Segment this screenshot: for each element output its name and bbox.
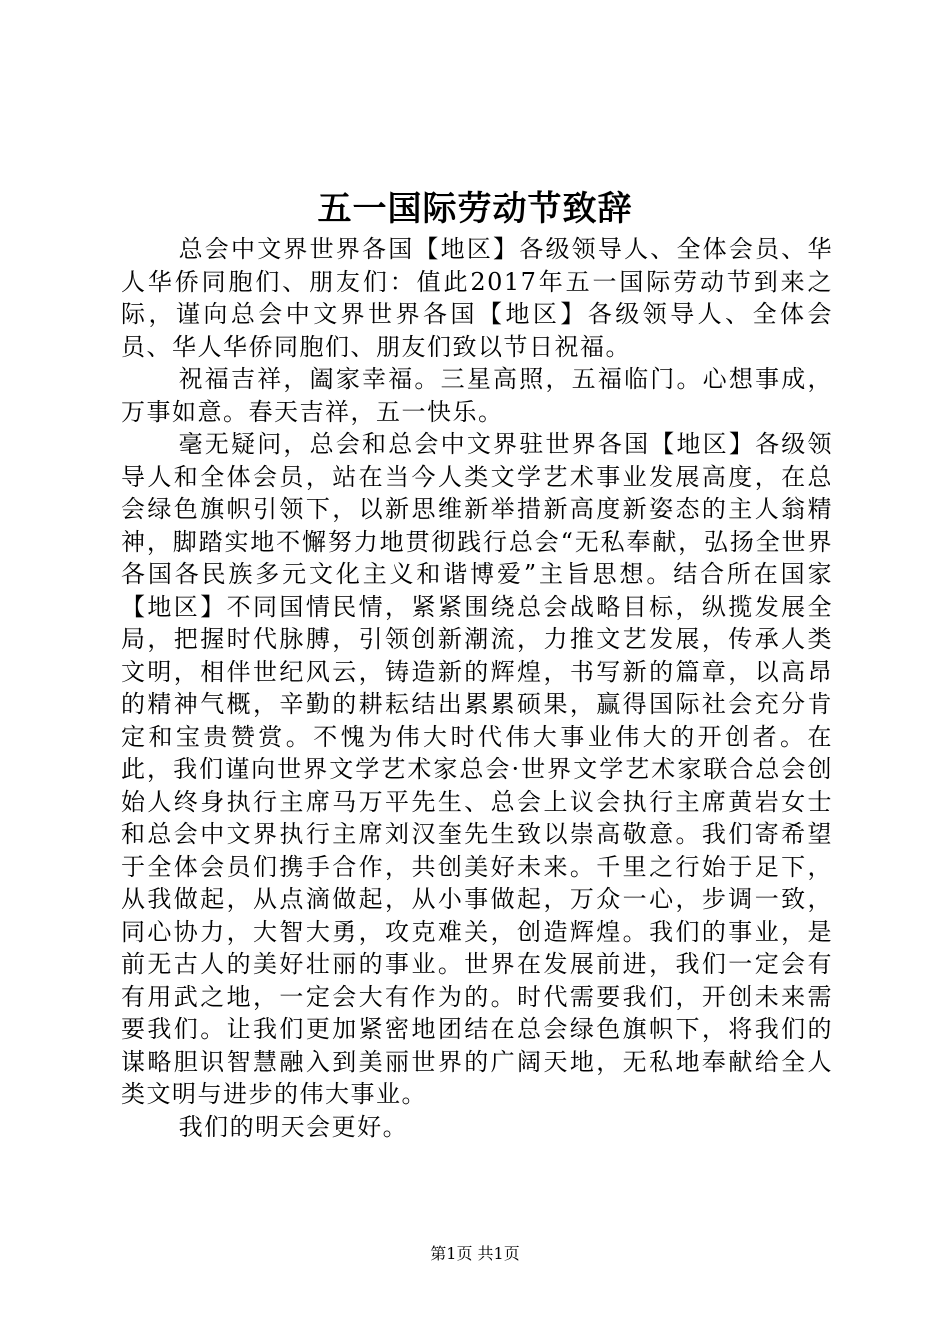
paragraph-closing: 我们的明天会更好。 bbox=[178, 1112, 409, 1141]
document-title: 五一国际劳动节致辞 bbox=[317, 189, 633, 229]
paragraph-main: 毫无疑问，总会和总会中文界驻世界各国【地区】各级领导人和全体会员，站在当今人类文学艺术事业发展高度，在总会绿色旗帜引领下，以新思维新举措新高度新姿态的主人翁精神，脚踏实地不懈努力地贯彻践行总会“无私奉献，弘扬全世界各国各民族多元文化主义和谐博爱”主旨思想。结合所在国家【地区】不同国情民情，紧紧围绕总会战略目标，纵揽发展全局，把握时代脉膊，引领创新潮流，力推文艺发展，传承人类文明，相伴世纪风云，铸造新的辉煌，书写新的篇章，以高昂的精神气概，辛勤的耕耘结出累累硕果，赢得国际社会充分肯定和宝贵赞赏。不愧为伟大时代伟大事业伟大的开创者。在此，我们谨向世界文学艺术家总会·世界文学艺术家联合总会创始人终身执行主席马万平先生、总会上议会执行主席黄岩女士和总会中文界执行主席刘汉奎先生致以崇高敬意。我们寄希望于全体会员们携手合作，共创美好未来。千里之行始于足下，从我做起，从点滴做起，从小事做起，万众一心，步调一致，同心协力，大智大勇，攻克难关，创造辉煌。我们的事业，是前无古人的美好壮丽的事业。世界在发展前进，我们一定会有有用武之地，一定会大有作为的。时代需要我们，开创未来需要我们。让我们更加紧密地团结在总会绿色旗帜下，将我们的谋略胆识智慧融入到美丽世界的广阔天地，无私地奉献给全人类文明与进步的伟大事业。 bbox=[121, 430, 833, 1108]
page-footer: 第1页 共1页 bbox=[430, 1244, 520, 1263]
paragraph-blessing: 祝福吉祥，阖家幸福。三星高照，五福临门。心想事成，万事如意。春天吉祥，五一快乐。 bbox=[121, 365, 833, 426]
paragraph-greeting: 总会中文界世界各国【地区】各级领导人、全体会员、华人华侨同胞们、朋友们：值此2017年五一国际劳动节到来之际，谨向总会中文界世界各国【地区】各级领导人、全体会员、华人华侨同胞们、朋友们致以节日祝福。 bbox=[121, 235, 833, 361]
document-body bbox=[121, 233, 833, 1143]
